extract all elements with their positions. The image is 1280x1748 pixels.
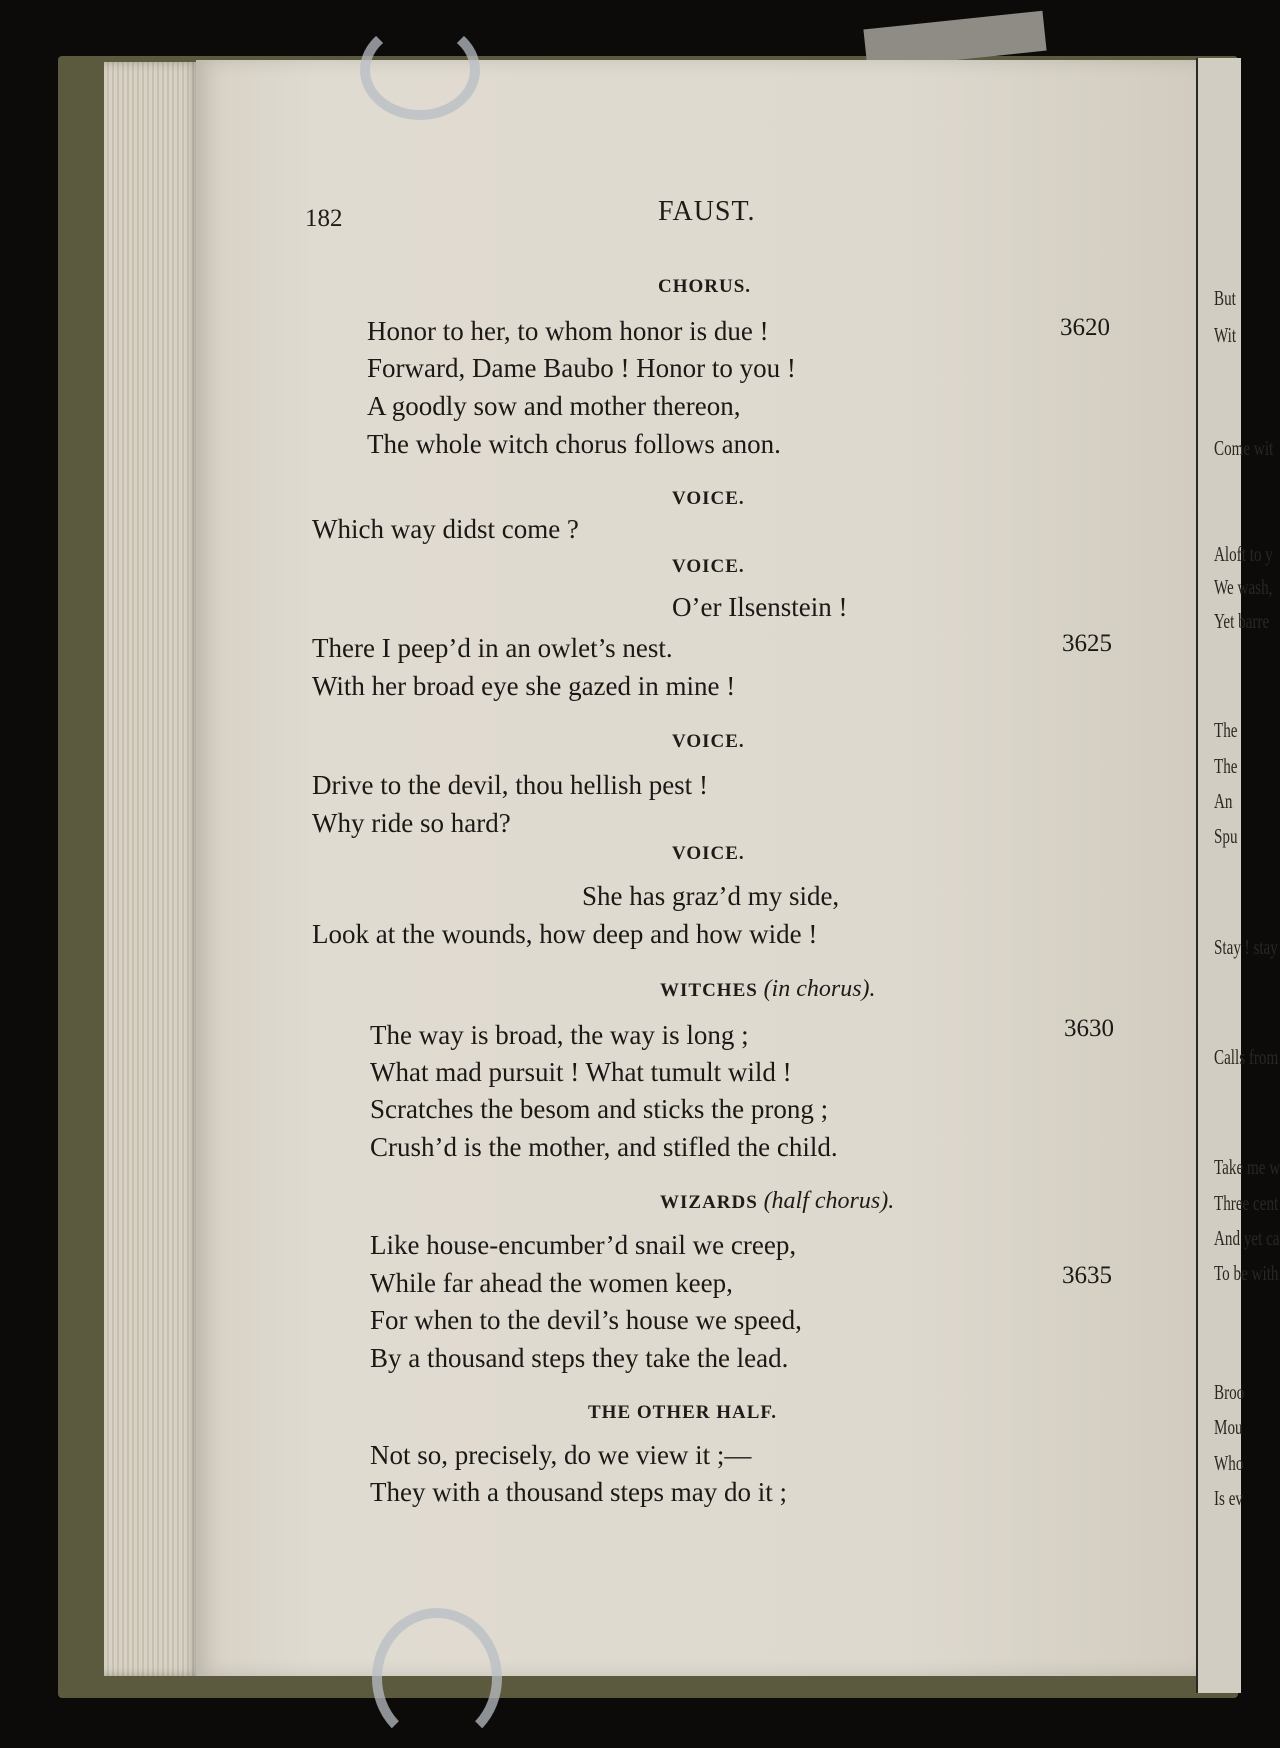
verse-line: O’er Ilsenstein !	[672, 592, 848, 622]
verse-line: Not so, precisely, do we view it ;—	[370, 1440, 752, 1470]
verse-line: With her broad eye she gazed in mine !	[312, 671, 736, 701]
facing-fragment: Come wit	[1214, 436, 1274, 460]
facing-fragment: Spu	[1214, 824, 1238, 848]
verse-line: Like house-encumber’d snail we creep,	[370, 1230, 797, 1260]
page-number: 182	[305, 205, 343, 232]
facing-fragment: Calls from	[1214, 1045, 1279, 1069]
facing-fragment: An	[1214, 789, 1233, 813]
verse-line: Which way didst come ?	[312, 514, 579, 544]
verse-line: For when to the devil’s house we speed,	[370, 1305, 802, 1335]
verse-line: While far ahead the women keep,	[370, 1268, 733, 1298]
page-clip-top	[360, 20, 480, 120]
verse-line: Crush’d is the mother, and stifled the child.	[370, 1132, 838, 1162]
verse-line: They with a thousand steps may do it ;	[370, 1477, 787, 1507]
facing-fragment: The	[1214, 754, 1238, 778]
facing-fragment: Aloft to y	[1214, 542, 1273, 566]
line-number: 3620	[1060, 314, 1110, 341]
facing-fragment: Broo	[1214, 1380, 1245, 1404]
book-page	[196, 60, 1198, 1676]
verse-line: What mad pursuit ! What tumult wild !	[370, 1057, 792, 1087]
speaker-heading: VOICE.	[672, 488, 745, 509]
facing-fragment: We wash,	[1214, 575, 1273, 599]
speaker-heading	[660, 1188, 894, 1215]
facing-page	[1196, 58, 1280, 1693]
speaker-heading: CHORUS.	[658, 276, 752, 297]
verse-line: Scratches the besom and sticks the prong ;	[370, 1094, 829, 1124]
speaker-name: WIZARDS	[660, 1192, 758, 1213]
verse-line: By a thousand steps they take the lead.	[370, 1343, 789, 1373]
facing-fragment: And yet ca	[1214, 1226, 1280, 1250]
facing-fragment: Mou	[1214, 1415, 1243, 1439]
speaker-name: WITCHES	[660, 980, 758, 1001]
speaker-heading: VOICE.	[672, 731, 745, 752]
speaker-heading: VOICE.	[672, 843, 745, 864]
verse-line: The whole witch chorus follows anon.	[367, 429, 781, 459]
facing-fragment: The	[1214, 718, 1238, 742]
facing-fragment: Who	[1214, 1451, 1244, 1475]
verse-line: Forward, Dame Baubo ! Honor to you !	[367, 353, 796, 383]
stage-direction: (in chorus).	[763, 976, 876, 1002]
verse-line: Why ride so hard?	[312, 808, 511, 838]
facing-fragment: Three cent	[1214, 1191, 1279, 1215]
facing-fragment: To be with	[1214, 1261, 1279, 1285]
line-number: 3625	[1062, 630, 1112, 657]
verse-line: Look at the wounds, how deep and how wide !	[312, 919, 818, 949]
facing-fragment: Yet barre	[1214, 609, 1270, 633]
verse-line: She has graz’d my side,	[582, 881, 840, 911]
verse-line: Drive to the devil, thou hellish pest !	[312, 770, 708, 800]
line-number: 3635	[1062, 1262, 1112, 1289]
page-clip-bottom	[372, 1608, 502, 1748]
facing-fragment: Is ev	[1214, 1486, 1243, 1510]
verse-line: Honor to her, to whom honor is due !	[367, 316, 769, 346]
verse-line: The way is broad, the way is long ;	[370, 1020, 749, 1050]
speaker-heading: THE OTHER HALF.	[588, 1402, 778, 1423]
page-edges	[104, 62, 200, 1676]
stage-direction: (half chorus).	[763, 1188, 895, 1214]
running-title: FAUST.	[658, 196, 756, 227]
facing-fragment: Stay ! stay	[1214, 935, 1278, 959]
facing-fragment: Wit	[1214, 323, 1237, 347]
facing-fragment: Take me w	[1214, 1155, 1280, 1179]
facing-fragment: But	[1214, 286, 1236, 310]
verse-line: There I peep’d in an owlet’s nest.	[312, 633, 673, 663]
speaker-heading: VOICE.	[672, 556, 745, 577]
speaker-heading	[660, 976, 876, 1003]
verse-line: A goodly sow and mother thereon,	[367, 391, 741, 421]
line-number: 3630	[1064, 1015, 1114, 1042]
